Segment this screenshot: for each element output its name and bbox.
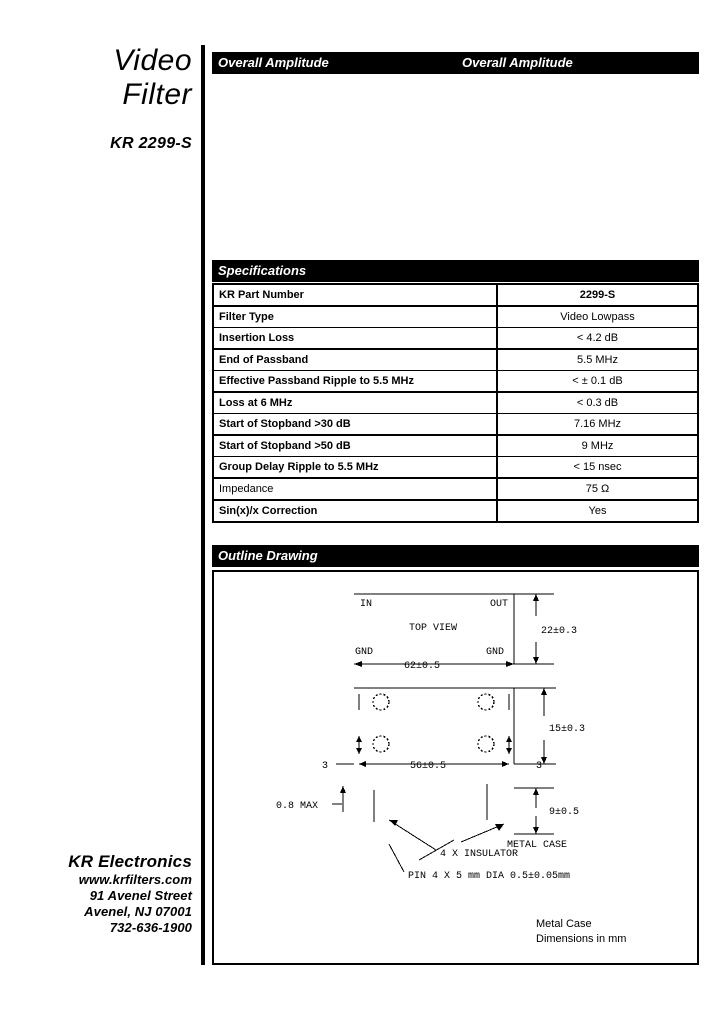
specifications-table [212, 283, 699, 523]
specifications-table-body [213, 284, 698, 522]
outline-drawing-labels [276, 599, 585, 882]
pin-hole-top-left [373, 694, 389, 710]
dim-top-view-width: 62±0.5 [404, 661, 441, 672]
spec-value: < ± 0.1 dB [497, 371, 698, 393]
pin-hole-bottom-right [478, 736, 494, 752]
specifications-header-bar [212, 260, 699, 282]
dim-left-edge: 3 [322, 761, 329, 772]
company-name: KR Electronics [68, 852, 192, 871]
table-row [213, 500, 698, 522]
dim-pin-height: 9±0.5 [549, 807, 580, 818]
part-number-label: KR 2299-S [110, 135, 192, 152]
spec-key: Group Delay Ripple to 5.5 MHz [213, 457, 497, 479]
product-family-line1: Video [113, 44, 192, 77]
spec-value: 75 Ω [497, 478, 698, 500]
table-row [213, 328, 698, 350]
dim-bottom-view-width: 56±0.5 [410, 761, 447, 772]
table-row [213, 435, 698, 457]
callout-metal-case: METAL CASE [507, 840, 568, 851]
overall-amplitude-plot-area [212, 74, 699, 252]
overall-amplitude-title-right: Overall Amplitude [462, 55, 573, 70]
spec-key: Filter Type [213, 306, 497, 328]
label-gnd-right: GND [486, 647, 505, 658]
company-website[interactable]: www.krfilters.com [78, 872, 192, 887]
table-row [213, 457, 698, 479]
overall-amplitude-header-bar [212, 52, 699, 74]
outline-drawing-box [212, 570, 699, 965]
spec-value: 9 MHz [497, 435, 698, 457]
section-overall-amplitude [212, 52, 699, 74]
spec-key: End of Passband [213, 349, 497, 371]
dim-right-edge: 3 [536, 761, 543, 772]
spec-key: Start of Stopband >30 dB [213, 414, 497, 436]
dim-top-view-height: 22±0.3 [541, 626, 578, 637]
label-out: OUT [490, 599, 509, 610]
spec-key: Effective Passband Ripple to 5.5 MHz [213, 371, 497, 393]
dim-bottom-view-height: 15±0.3 [549, 724, 586, 735]
callout-insulator: 4 X INSULATOR [440, 849, 519, 860]
outline-drawing-header-bar [212, 545, 699, 567]
label-in: IN [360, 599, 373, 610]
dim-thickness: 0.8 MAX [276, 801, 319, 812]
note-dimensions: Dimensions in mm [536, 933, 627, 945]
table-row [213, 371, 698, 393]
table-row [213, 306, 698, 328]
vertical-divider [201, 45, 205, 965]
outline-notes [536, 917, 626, 947]
product-title-block [0, 44, 200, 154]
spec-value: < 0.3 dB [497, 392, 698, 414]
table-row [213, 414, 698, 436]
pin-hole-top-right [478, 694, 494, 710]
company-city: Avenel, NJ 07001 [84, 904, 192, 919]
table-row [213, 478, 698, 500]
overall-amplitude-title-left: Overall Amplitude [218, 55, 329, 70]
note-metal-case: Metal Case [536, 918, 592, 930]
company-street: 91 Avenel Street [89, 888, 192, 903]
table-row [213, 284, 698, 306]
spec-value: < 15 nsec [497, 457, 698, 479]
section-outline-drawing [212, 545, 699, 567]
spec-value: Yes [497, 500, 698, 522]
label-gnd-left: GND [355, 647, 374, 658]
spec-key: Impedance [213, 478, 497, 500]
section-specifications [212, 260, 699, 282]
spec-value: Video Lowpass [497, 306, 698, 328]
outline-drawing-title: Outline Drawing [218, 548, 318, 563]
spec-key: Start of Stopband >50 dB [213, 435, 497, 457]
spec-key: Loss at 6 MHz [213, 392, 497, 414]
pin-hole-bottom-left [373, 736, 389, 752]
spec-value: 2299-S [497, 284, 698, 306]
company-phone: 732-636-1900 [109, 920, 192, 935]
spec-key: KR Part Number [213, 284, 497, 306]
spec-key: Insertion Loss [213, 328, 497, 350]
outline-drawing-svg [214, 572, 697, 963]
company-footer [0, 852, 200, 936]
spec-value: 7.16 MHz [497, 414, 698, 436]
specifications-title: Specifications [218, 263, 307, 278]
callout-pin: PIN 4 X 5 mm DIA 0.5±0.05mm [408, 871, 571, 882]
spec-value: < 4.2 dB [497, 328, 698, 350]
label-top-view: TOP VIEW [409, 623, 458, 634]
spec-key: Sin(x)/x Correction [213, 500, 497, 522]
product-family-line2: Filter [122, 78, 192, 111]
table-row [213, 392, 698, 414]
table-row [213, 349, 698, 371]
spec-value: 5.5 MHz [497, 349, 698, 371]
